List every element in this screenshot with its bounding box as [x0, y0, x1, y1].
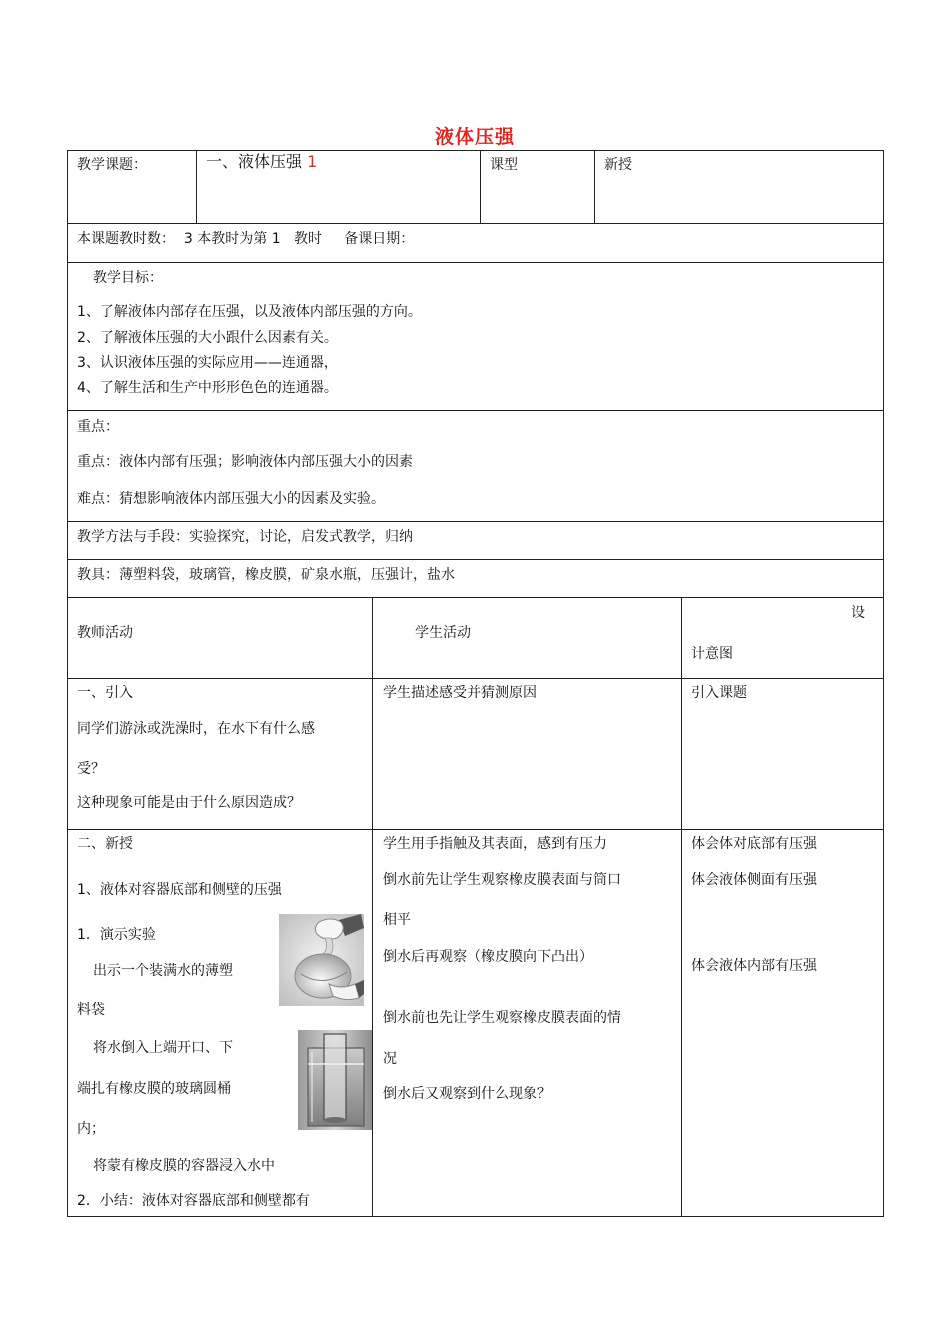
teaching-tools: 教具：薄塑料袋，玻璃管，橡皮膜，矿泉水瓶，压强计，盐水: [77, 567, 455, 583]
objective-item: 2、了解液体压强的大小跟什么因素有关。: [77, 330, 338, 346]
teacher-line: 端扎有橡皮膜的玻璃圆桶: [77, 1081, 231, 1097]
student-line: 倒水后再观察（橡皮膜向下凸出）: [383, 949, 593, 965]
lesson-name-text: 一、液体压强: [206, 152, 303, 171]
teacher-activity-header: 教师活动: [77, 625, 133, 641]
teacher-line: 出示一个装满水的薄塑: [93, 963, 233, 979]
student-line: 况: [383, 1051, 397, 1067]
teacher-line: 将蒙有橡皮膜的容器浸入水中: [93, 1158, 275, 1174]
design-line: 体会液体内部有压强: [691, 958, 817, 974]
teacher-line: 受？: [77, 761, 105, 777]
difficult-point: 难点：猜想影响液体内部压强大小的因素及实验。: [77, 491, 385, 507]
design-header-part1: 设: [851, 605, 865, 621]
teacher-line: 同学们游泳或洗澡时，在水下有什么感: [77, 721, 315, 737]
key-points-heading: 重点：: [77, 419, 119, 435]
objective-item: 4、了解生活和生产中形形色色的连通器。: [77, 380, 338, 396]
glass-cylinder-photo: [298, 1030, 372, 1130]
subject-label: 教学课题：: [77, 157, 147, 173]
teacher-line: 将水倒入上端开口、下: [93, 1040, 233, 1056]
lesson-name: [206, 153, 317, 171]
design-line: 体会液体侧面有压强: [691, 872, 817, 888]
teacher-line: 一、引入: [77, 685, 133, 701]
student-line: 相平: [383, 912, 411, 928]
objectives-heading: 教学目标：: [93, 270, 163, 286]
objective-item: 1、了解液体内部存在压强，以及液体内部压强的方向。: [77, 304, 422, 320]
objective-item: 3、认识液体压强的实际应用——连通器，: [77, 355, 338, 371]
design-header-part2: 计意图: [691, 646, 733, 662]
teacher-line: 2．小结：液体对容器底部和侧壁都有: [77, 1193, 310, 1209]
student-activity-header: 学生活动: [415, 625, 471, 641]
teacher-line: 二、新授: [77, 836, 133, 852]
teaching-methods: 教学方法与手段：实验探究，讨论，启发式教学，归纳: [77, 529, 413, 545]
teacher-line: 1、液体对容器底部和侧壁的压强: [77, 882, 282, 898]
teacher-line: 这种现象可能是由于什么原因造成？: [77, 795, 301, 811]
page-title: 液体压强: [434, 126, 515, 148]
key-point: 重点：液体内部有压强；影响液体内部压强大小的因素: [77, 454, 413, 470]
student-line: 学生用手指触及其表面，感到有压力: [383, 836, 607, 852]
teacher-line: 料袋: [77, 1002, 105, 1018]
design-line: 体会体对底部有压强: [691, 836, 817, 852]
student-line: 倒水后又观察到什么现象？: [383, 1086, 551, 1102]
student-line: 倒水前先让学生观察橡皮膜表面与筒口: [383, 872, 621, 888]
teacher-line: 1．演示实验: [77, 927, 156, 943]
hours-row: 本课题教时数： 3 本教时为第 1 教时 备课日期：: [77, 231, 415, 247]
design-line: 引入课题: [691, 685, 747, 701]
water-bag-photo: [279, 914, 364, 1006]
teacher-line: 内；: [77, 1121, 105, 1137]
type-label: 课型: [490, 157, 518, 173]
student-line: 倒水前也先让学生观察橡皮膜表面的情: [383, 1010, 621, 1026]
type-value: 新授: [604, 157, 632, 173]
lesson-number: 1: [307, 152, 318, 171]
student-line: 学生描述感受并猜测原因: [383, 685, 537, 701]
